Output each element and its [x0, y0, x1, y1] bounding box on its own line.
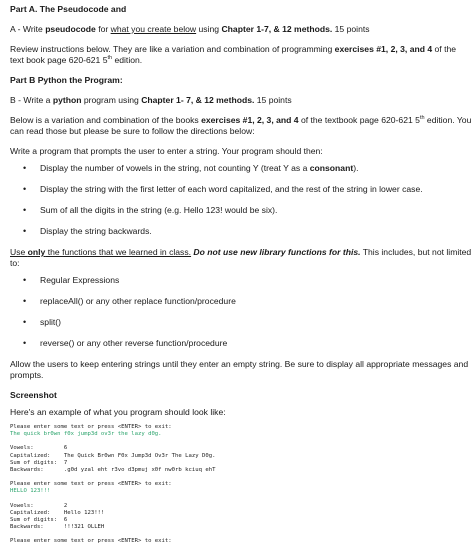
console-prompt: Please enter some text or press <ENTER> to exit: [10, 481, 172, 488]
bullet-icon: • [23, 205, 27, 215]
console-input: The quick br0wn f0x jump3d ov3r the lazy d0g. [10, 431, 162, 438]
bullet-icon: • [23, 226, 27, 236]
list-item: • Display the string backwards. [23, 226, 152, 236]
part-a-instruction: A - Write pseudocode for what you create below using Chapter 1-7, & 12 methods. 15 points [10, 24, 370, 34]
write-program-text: Write a program that prompts the user to enter a string. Your program should then: [10, 146, 323, 156]
allow-line-1: Allow the users to keep entering strings until they enter an empty string. Be sure to display all appropriate messages and [10, 359, 469, 369]
list-item: • replaceAll() or any other replace function/procedure [23, 296, 236, 306]
list-item: • Display the number of vowels in the string, not counting Y (treat Y as a consonant). [23, 163, 359, 173]
part-b-below-line-2: can read those but please be sure to follow the directions below: [10, 126, 255, 136]
screenshot-heading: Screenshot [10, 390, 57, 400]
console-input: HELLO 123!!! [10, 488, 51, 495]
console-prompt: Please enter some text or press <ENTER> to exit: [10, 538, 172, 545]
bullet-icon: • [23, 338, 27, 348]
bullet-icon: • [23, 296, 27, 306]
requirements-list [10, 163, 464, 237]
bullet-icon: • [23, 275, 27, 285]
forbidden-list [10, 275, 464, 349]
bullet-icon: • [23, 317, 27, 327]
bullet-icon: • [23, 184, 27, 194]
screenshot-intro: Here's an example of what you program should look like: [10, 407, 226, 417]
console-line: Backwards: .g0d yzal eht r3vo d3pmuj x0f nw0rb kciuq ehT [10, 467, 216, 474]
part-b-instruction: B - Write a python program using Chapter 1- 7, & 12 methods. 15 points [10, 95, 292, 105]
list-item: • Display the string with the first letter of each word capitalized, and the rest of the string in lower case. [23, 184, 423, 194]
part-a-review-line-2: text book page 620-621 5th edition. [10, 55, 143, 65]
console-line: Capitalized: Hello 123!!! [10, 509, 105, 516]
list-item: • Sum of all the digits in the string (e.g. Hello 123! would be six). [23, 205, 278, 215]
part-b-heading: Part B Python the Program: [10, 75, 123, 85]
console-line: Sum of digits: 7 [10, 459, 68, 466]
console-line: Sum of digits: 6 [10, 517, 68, 524]
console-prompt: Please enter some text or press <ENTER> to exit: [10, 424, 172, 430]
list-item: • split() [23, 317, 62, 327]
console-output [10, 424, 464, 546]
bullet-icon: • [23, 163, 27, 173]
part-a-heading: Part A. The Pseudocode and [10, 4, 127, 14]
part-b-below-line-1: Below is a variation and combination of the books exercises #1, 2, 3, and 4 of the textbook page 620-621 5th edition. You [10, 115, 472, 125]
use-only-line-2: to: [10, 258, 20, 268]
console-line: Capitalized: The Quick Br0wn F0x Jump3d Ov3r The Lazy D0g. [10, 452, 216, 459]
list-item: • reverse() or any other reverse function/procedure [23, 338, 228, 348]
allow-line-2: prompts. [10, 370, 44, 380]
console-line: Backwards: !!!321 OLLEH [10, 524, 105, 531]
list-item: • Regular Expressions [23, 275, 120, 285]
console-line: Vowels: 2 [10, 502, 68, 509]
part-a-review-line-1: Review instructions below. They are like a variation and combination of programming exercises #1, 2, 3, and 4 of the [10, 44, 457, 54]
use-only-line-1: Use only the functions that we learned in class. Do not use new library functions for this. This includes, but not limited [10, 247, 472, 257]
console-line: Vowels: 6 [10, 445, 68, 452]
